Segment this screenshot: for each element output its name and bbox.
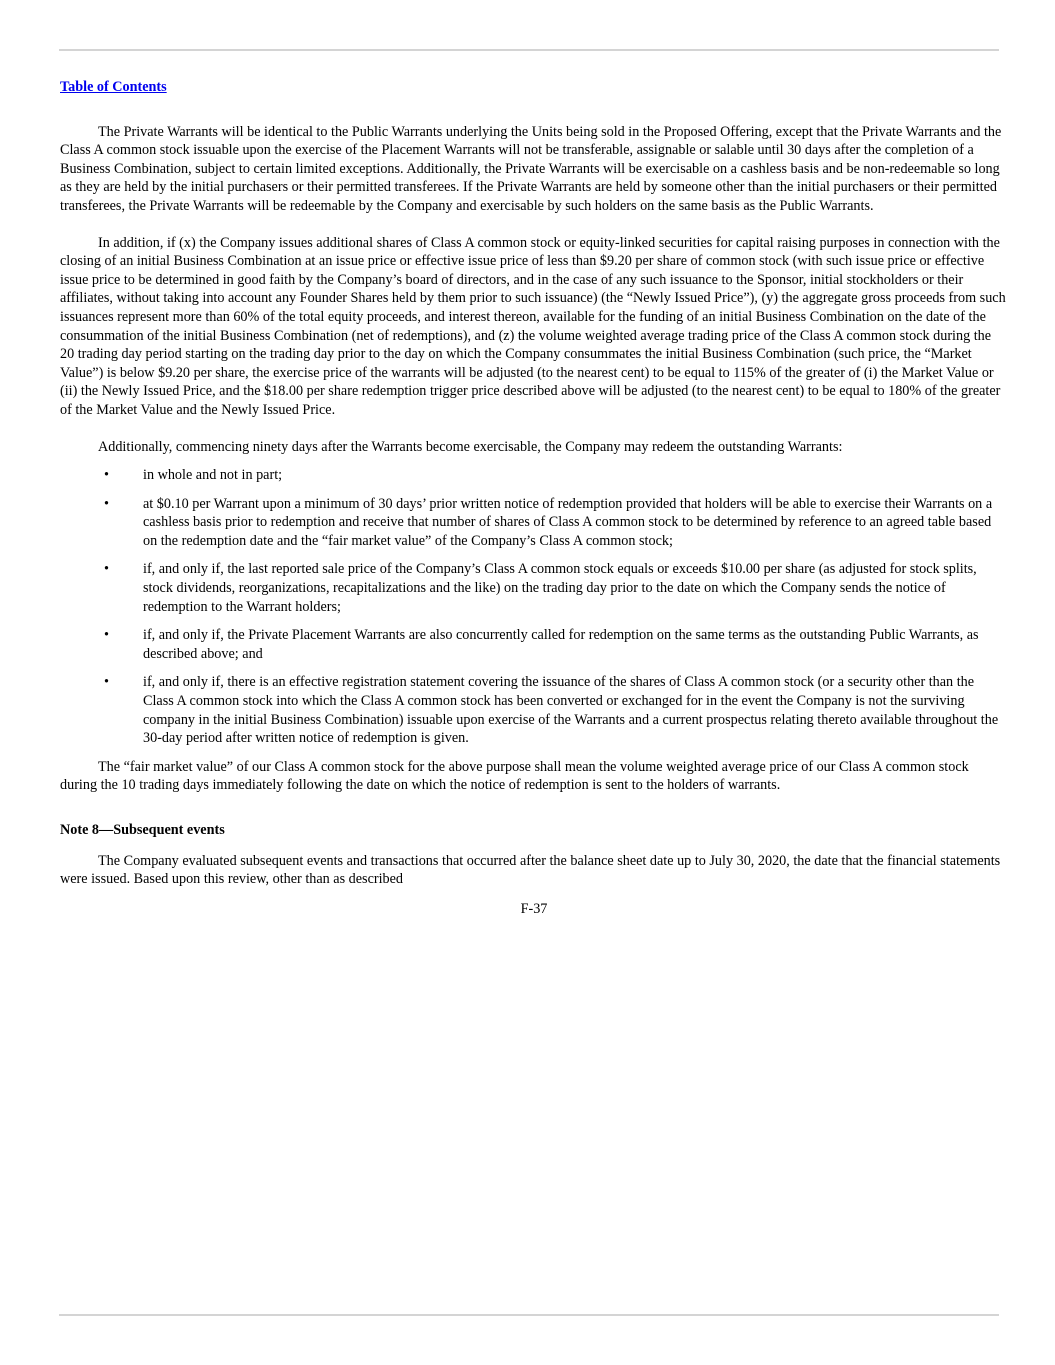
redemption-conditions-list: [60, 466, 1008, 748]
paragraph-private-warrants: The Private Warrants will be identical to the Public Warrants underlying the Units being sold in the Proposed Offering, except that the Private Warrants and the Class A common stock issuable upon the exercise of the Placement Warrants will not be transferable, assignable or salable until 30 days after the completion of a Business Combination, subject to certain limited exceptions. Additionally, the Private Warrants will be exercisable on a cashless basis and be non-redeemable so long as they are held by the initial purchasers or their permitted transferees. If the Private Warrants are held by someone other than the initial purchasers or their permitted transferees, the Private Warrants will be redeemable by the Company and exercisable by such holders on the same basis as the Public Warrants.: [60, 123, 1002, 214]
list-item: [60, 560, 1008, 616]
document-page: [60, 78, 1008, 918]
paragraph-in-addition: In addition, if (x) the Company issues additional shares of Class A common stock or equity-linked securities for capital raising purposes in connection with the closing of an initial Business Combination at an issue price or effective issue price of less than $9.20 per share of common stock (with such issue price or effective issue price to be determined in good faith by the Company’s board of directors, and in the case of any such issuance to the Sponsor, initial stockholders or their affiliates, without taking into account any Founder Shares held by them prior to such issuance) (the “Newly Issued Price”), (y) the aggregate gross proceeds from such issuances represent more than 60% of the total equity proceeds, and interest thereon, available for the funding of an initial Business Combination on the date of the consummation of the initial Business Combination (net of redemptions), and (z) the volume weighted average trading price of the Class A common stock during the 20 trading day period starting on the trading day prior to the day on which the Company consummates the initial Business Combination (such price, the “Market Value”) is below $9.20 per share, the exercise price of the warrants will be adjusted (to the nearest cent) to be equal to 115% of the greater of (i) the Market Value or (ii) the Newly Issued Price, and the $18.00 per share redemption trigger price described above will be adjusted (to the nearest cent) to be equal to 180% of the greater of the Market Value and the Newly Issued Price.: [60, 234, 1006, 418]
bullet-icon: •: [104, 561, 109, 578]
paragraph-subsequent-events: The Company evaluated subsequent events and transactions that occurred after the balance sheet date up to July 30, 2020, the date that the financial statements were issued. Based upon this review, other than as described: [60, 852, 1001, 888]
bullet-icon: •: [104, 467, 109, 484]
page-number: F-37: [520, 900, 548, 917]
top-divider: [59, 49, 999, 51]
section-heading-subsequent-events: Note 8—Subsequent events: [60, 822, 225, 838]
table-of-contents-link[interactable]: Table of Contents: [60, 79, 167, 95]
list-item: [60, 466, 1008, 485]
list-item-text: if, and only if, the last reported sale price of the Company’s Class A common stock equals or exceeds $10.00 per share (as adjusted for stock splits, stock dividends, reorganizations, recapitalizations and the like) on the trading day prior to the date on which the Company sends the notice of redemption to the Warrant holders;: [143, 561, 977, 615]
list-item: [60, 495, 1008, 551]
paragraph-additionally: Additionally, commencing ninety days after the Warrants become exercisable, the Company may redeem the outstanding Warrants:: [98, 438, 843, 455]
bullet-icon: •: [104, 674, 109, 691]
list-item-text: if, and only if, the Private Placement Warrants are also concurrently called for redemption on the same terms as the outstanding Public Warrants, as described above; and: [143, 627, 979, 662]
bullet-icon: •: [104, 495, 109, 512]
bottom-divider: [59, 1314, 999, 1316]
list-item-text: at $0.10 per Warrant upon a minimum of 30 days’ prior written notice of redemption provided that holders will be able to exercise their Warrants on a cashless basis prior to redemption and receive that number of shares of Class A common stock to be determined by reference to an agreed table based on the redemption date and the “fair market value” of the Company’s Class A common stock;: [143, 495, 993, 549]
paragraph-fair-market-value: The “fair market value” of our Class A common stock for the above purpose shall mean the volume weighted average price of our Class A common stock during the 10 trading days immediately following the date on which the notice of redemption is sent to the holders of warrants.: [60, 758, 969, 794]
list-item-text: in whole and not in part;: [143, 467, 283, 484]
bullet-icon: •: [104, 627, 109, 644]
list-item: [60, 626, 1008, 663]
list-item-text: if, and only if, there is an effective registration statement covering the issuance of the shares of Class A common stock (or a security other than the Class A common stock into which the Class A common stock has been converted or exchanged for in the event the Company is not the surviving company in the initial Business Combination) issuable upon exercise of the Warrants and a current prospectus relating thereto available throughout the 30-day period after written notice of redemption is given.: [143, 674, 999, 747]
list-item: [60, 673, 1008, 747]
